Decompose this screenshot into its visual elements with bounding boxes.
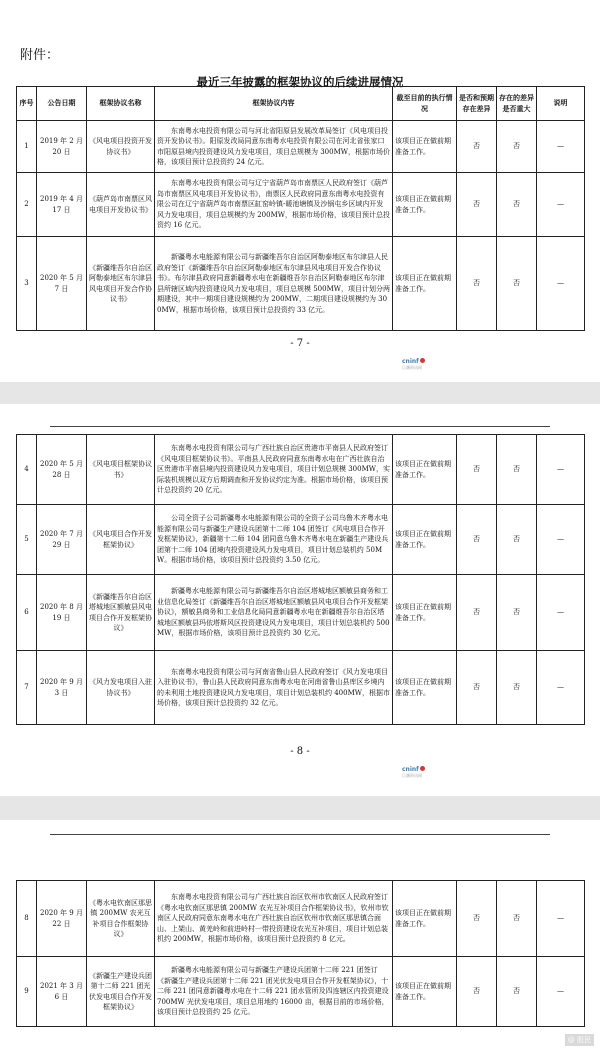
cell-date: 2019 年 4 月 17 日 [37, 173, 87, 237]
table-header-row [17, 87, 585, 121]
cell-date: 2021 年 3 月 6 日 [37, 957, 87, 1027]
cell-seq: 9 [17, 957, 37, 1027]
cell-note: — [537, 237, 585, 331]
cell-note: — [537, 651, 585, 725]
cell-date: 2020 年 5 月 28 日 [37, 435, 87, 505]
header-content: 框架协议内容 [155, 87, 393, 121]
table-row [17, 121, 585, 173]
cell-diff: 否 [457, 173, 497, 237]
cninf-logo: cninf 巨潮资讯网 [402, 766, 425, 779]
cell-diff: 否 [457, 651, 497, 725]
header-name: 框架协议名称 [87, 87, 155, 121]
cell-exec: 该项目正在做前期准备工作。 [393, 121, 457, 173]
cell-diff: 否 [457, 505, 497, 575]
cell-exec: 该项目正在做前期准备工作。 [393, 881, 457, 957]
cell-major: 否 [497, 173, 537, 237]
header-exec: 截至目前的执行情况 [393, 87, 457, 121]
table-row [17, 575, 585, 651]
cell-seq: 4 [17, 435, 37, 505]
header-major: 存在的差异是否重大 [497, 87, 537, 121]
cell-note: — [537, 121, 585, 173]
cell-major: 否 [497, 575, 537, 651]
table-row [17, 237, 585, 331]
cell-content: 新疆粤水电能源有限公司与新疆维吾尔自治区阿勒泰地区布尔津县人民政府签订《新疆维吾尔自治区阿勒泰地区布尔津县风电项目开发合作协议书》。布尔津县政府同意新疆粤水电在新疆维吾尔自治区阿勒泰地区布尔津县所辖区域内投资建设风力发电项目，项目总规模 500MW，项目计划分两期建设，其中一期项目建设规模约为 200MW，二期项目建设规模约为 300MW，根据市场价格，该项目预计总投资约 33 亿元。 [155, 237, 393, 331]
cell-seq: 3 [17, 237, 37, 331]
page-gap [0, 382, 600, 404]
cell-note: — [537, 881, 585, 957]
cell-major: 否 [497, 651, 537, 725]
cell-date: 2020 年 9 月 3 日 [37, 651, 87, 725]
cell-major: 否 [497, 121, 537, 173]
attachment-label: 附件： [20, 48, 60, 63]
cell-content: 公司全资子公司新疆粤水电能源有限公司的全资子公司乌鲁木齐粤水电能源有限公司与新疆生产建设兵团第十二师 104 团签订《风电项目合作开发框架协议》，新疆第十二师 104 团同意乌鲁木齐粤水电在新疆生产建设兵团第十二师 104 团境内投资建设风力发电项目，项目计划总装机约 50MW。根据市场价格，该项目预计总投资约 3.50 亿元。 [155, 505, 393, 575]
cell-content: 东南粤水电投资有限公司与广西壮族自治区钦州市钦南区人民政府签订《粤水电钦南区那思镇 200MW 农光互补项目合作框架协议书》，钦州市钦南区人民政府同意东南粤水电在广西壮族自治区钦州市钦南区那思镇合面山、上架山、黄羌岭和前进岭村一带投资建设农光互补项目，项目计划总装机约 200MW，根据市场价格，该项目预计总投资约 8 亿元。 [155, 881, 393, 957]
cell-name: 《风电项目投资开发协议书》 [87, 121, 155, 173]
cell-content: 东南粤水电投资有限公司与辽宁省葫芦岛市南票区人民政府签订《葫芦岛市南票区风电项目开发协议书》，南票区人民政府同意东南粤水电投资有限公司在辽宁省葫芦岛市南票区缸窑岭镇-暖池塘镇及沙锅屯乡区域内开发风力发电项目，项目总规模约为 200MW，根据市场价格，该项目预计总投资约 16 亿元。 [155, 173, 393, 237]
cell-seq: 8 [17, 881, 37, 957]
cell-note: — [537, 173, 585, 237]
page-number: - 8 - [290, 746, 310, 757]
page-number: - 7 - [290, 338, 310, 349]
cell-content: 东南粤水电投资有限公司与河南省鲁山县人民政府签订《风力发电项目入驻协议书》，鲁山县人民政府同意东南粤水电在河南省鲁山县库区乡境内的未利用土地投资建设风力发电项目，项目计划总装机约 400MW，根据市场价格，该项目预计总投资约 32 亿元。 [155, 651, 393, 725]
cell-seq: 5 [17, 505, 37, 575]
cell-major: 否 [497, 881, 537, 957]
cell-name: 《风电项目合作开发框架协议》 [87, 505, 155, 575]
cell-name: 《粤水电钦南区那思镇 200MW 农光互补项目合作框架协议》 [87, 881, 155, 957]
table-row [17, 881, 585, 957]
cell-name: 《新疆维吾尔自治区塔城地区额敏县风电项目合作开发框架协议》 [87, 575, 155, 651]
header-diff: 是否和预期存在差异 [457, 87, 497, 121]
cell-exec: 该项目正在做前期准备工作。 [393, 435, 457, 505]
cell-major: 否 [497, 435, 537, 505]
cell-date: 2020 年 9 月 22 日 [37, 881, 87, 957]
cell-major: 否 [497, 505, 537, 575]
cell-exec: 该项目正在做前期准备工作。 [393, 505, 457, 575]
table-row [17, 173, 585, 237]
agreements-table-part-1 [16, 86, 585, 331]
cell-major: 否 [497, 237, 537, 331]
header-rule [50, 834, 550, 835]
document-page-8 [0, 404, 600, 796]
cell-seq: 1 [17, 121, 37, 173]
cell-exec: 该项目正在做前期准备工作。 [393, 173, 457, 237]
cell-seq: 7 [17, 651, 37, 725]
page-gap [0, 796, 600, 820]
header-rule [50, 426, 550, 427]
cell-seq: 2 [17, 173, 37, 237]
header-seq: 序号 [17, 87, 37, 121]
cell-name: 《新疆维吾尔自治区阿勒泰地区布尔津县风电项目开发合作协议书》 [87, 237, 155, 331]
cell-exec: 该项目正在做前期准备工作。 [393, 237, 457, 331]
cell-date: 2019 年 2 月 20 日 [37, 121, 87, 173]
cell-exec: 该项目正在做前期准备工作。 [393, 575, 457, 651]
document-page-7 [0, 0, 600, 382]
agreements-table-part-2 [16, 434, 585, 725]
header-date: 公告日期 [37, 87, 87, 121]
cell-major: 否 [497, 957, 537, 1027]
table-row [17, 957, 585, 1027]
cell-date: 2020 年 8 月 19 日 [37, 575, 87, 651]
header-note: 说明 [537, 87, 585, 121]
cell-content: 东南粤水电投资有限公司与河北省阳原县发展改革局签订《风电项目投资开发协议书》。阳原发改局同意东南粤水电投资有限公司在河北省张家口市阳原县境内投资建设风力发电项目，项目总规模为 300MW，根据市场价格，该项目预计总投资约 24 亿元。 [155, 121, 393, 173]
cninf-logo: cninf 巨潮资讯网 [402, 358, 425, 371]
table-row [17, 651, 585, 725]
cell-content: 新疆粤水电能源有限公司与新疆生产建设兵团第十二师 221 团签订《新疆生产建设兵团第十二师 221 团光伏发电项目合作开发框架协议》，十二师 221 团同意新疆粤水电在十二师 221 团水管所及四连辖区内投资建设 700MW 光伏发电项目，项目总用地约 16000 亩，根据目前的市场价格，该项目预计总投资约 25 亿元。 [155, 957, 393, 1027]
document-title: 最近三年披露的框架协议的后续进展情况 [196, 75, 404, 89]
cell-exec: 该项目正在做前期准备工作。 [393, 651, 457, 725]
cell-diff: 否 [457, 957, 497, 1027]
cell-note: — [537, 505, 585, 575]
cell-note: — [537, 575, 585, 651]
cell-note: — [537, 435, 585, 505]
document-page-9 [0, 820, 600, 1052]
cell-name: 《葫芦岛市南票区风电项目开发协议书》 [87, 173, 155, 237]
cell-diff: 否 [457, 121, 497, 173]
cell-name: 《风电项目框架协议书》 [87, 435, 155, 505]
cell-diff: 否 [457, 575, 497, 651]
cell-date: 2020 年 5 月 7 日 [37, 237, 87, 331]
cell-diff: 否 [457, 881, 497, 957]
cell-seq: 6 [17, 575, 37, 651]
cell-exec: 该项目正在做前期准备工作。 [393, 957, 457, 1027]
cell-content: 新疆粤水电能源有限公司与新疆维吾尔自治区塔城地区额敏县商务和工业信息化局签订《新疆维吾尔自治区塔城地区额敏县风电项目合作开发框架协议》，额敏县商务和工业信息化局同意新疆粤水电在新疆维吾尔自治区塔城地区额敏县玛依塔斯风区投资建设风力发电项目，项目计划总装机约 500MW，根据市场价格，该项目预计总投资约 30 亿元。 [155, 575, 393, 651]
cell-content: 东南粤水电投资有限公司与广西壮族自治区贵港市平南县人民政府签订《风电项目框架协议书》。平南县人民政府同意东南粤水电在广西壮族自治区贵港市平南县境内投资建设风力发电项目，项目计划总规模 300MW，实际装机规模以双方后期调查和开发协议约定为准。根据市场价格，该项目预计总投资约 20 亿元。 [155, 435, 393, 505]
cell-diff: 否 [457, 435, 497, 505]
watermark: @ 股民 [565, 1034, 594, 1046]
cell-diff: 否 [457, 237, 497, 331]
agreements-table-part-3 [16, 880, 585, 1027]
cell-name: 《新疆生产建设兵团第十二师 221 团光伏发电项目合作开发框架协议》 [87, 957, 155, 1027]
cell-name: 《风力发电项目入驻协议书》 [87, 651, 155, 725]
table-row [17, 505, 585, 575]
cell-note: — [537, 957, 585, 1027]
table-row [17, 435, 585, 505]
cell-date: 2020 年 7 月 29 日 [37, 505, 87, 575]
